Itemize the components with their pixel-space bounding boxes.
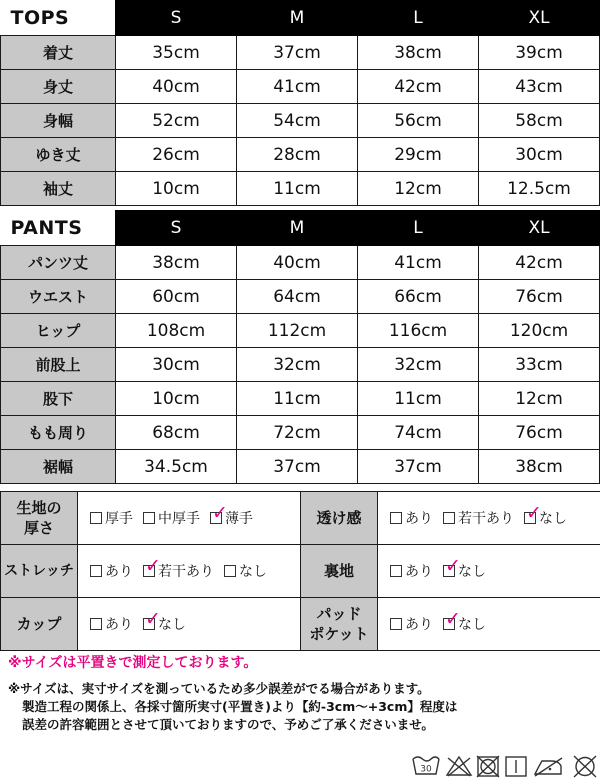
option-label: 中厚手 (158, 511, 200, 527)
option-none (443, 555, 486, 581)
option-label: あり (405, 617, 433, 633)
option-none (224, 561, 267, 581)
cell-value: 68cm (116, 416, 237, 450)
lining-options (378, 545, 600, 598)
no-dry-clean-icon (574, 756, 596, 777)
check-mark-icon: ✓ (212, 502, 228, 524)
pad-pocket-label-line1: パッド (316, 605, 362, 623)
table-row (1, 70, 600, 104)
tops-size-table (0, 0, 600, 206)
cell-value: 38cm (116, 246, 237, 280)
checkbox-icon (90, 618, 102, 630)
pad-pocket-label (301, 598, 378, 651)
cell-value: 12cm (479, 382, 600, 416)
cell-value: 41cm (237, 70, 358, 104)
option-thin (210, 502, 253, 528)
check-mark-icon: ✓ (145, 608, 161, 630)
option-none (143, 608, 186, 634)
row-label: パンツ丈 (1, 246, 116, 280)
cup-label: カップ (1, 598, 78, 651)
table-row (1, 280, 600, 314)
cell-value: 54cm (237, 104, 358, 138)
row-label: 裾幅 (1, 450, 116, 484)
table-row (1, 36, 600, 70)
row-label: 袖丈 (1, 172, 116, 206)
table-row (1, 348, 600, 382)
attribute-row (1, 545, 600, 598)
cell-value: 28cm (237, 138, 358, 172)
cell-value: 52cm (116, 104, 237, 138)
cell-value: 42cm (479, 246, 600, 280)
no-bleach-icon (447, 757, 471, 776)
table-row (1, 382, 600, 416)
cell-value: 116cm (358, 314, 479, 348)
cell-value: 108cm (116, 314, 237, 348)
option-slightly (443, 508, 514, 528)
drip-dry-icon (506, 757, 526, 776)
fabric-attributes-table (0, 491, 600, 651)
row-label: 身幅 (1, 104, 116, 138)
option-yes (90, 614, 133, 634)
row-label: 前股上 (1, 348, 116, 382)
size-header-m: M (237, 211, 358, 246)
option-label: なし (458, 617, 486, 633)
table-row (1, 416, 600, 450)
disclaimer-line-1: ※サイズは、実寸サイズを測っているため多少誤差がでる場合があります。 (8, 681, 430, 696)
option-medium-thick (143, 508, 200, 528)
cell-value: 38cm (479, 450, 600, 484)
pad-pocket-options (378, 598, 600, 651)
checkbox-checked-icon (210, 502, 228, 524)
cell-value: 64cm (237, 280, 358, 314)
row-label: ヒップ (1, 314, 116, 348)
pants-size-table (0, 210, 600, 484)
cell-value: 120cm (479, 314, 600, 348)
size-header-l: L (358, 211, 479, 246)
sheerness-label: 透け感 (301, 492, 378, 545)
option-yes (90, 561, 133, 581)
fabric-thickness-options (78, 492, 301, 545)
cell-value: 38cm (358, 36, 479, 70)
cell-value: 56cm (358, 104, 479, 138)
cell-value: 30cm (479, 138, 600, 172)
disclaimer-line-3: 誤差の許容範囲とさせて頂いておりますので、予めご了承くださいませ。 (22, 717, 434, 732)
measurement-disclaimer (8, 680, 598, 734)
cell-value: 37cm (358, 450, 479, 484)
cell-value: 40cm (237, 246, 358, 280)
cell-value: 58cm (479, 104, 600, 138)
cell-value: 42cm (358, 70, 479, 104)
wash-30-icon (413, 757, 439, 775)
cell-value: 10cm (116, 382, 237, 416)
table-row (1, 138, 600, 172)
cell-value: 37cm (237, 450, 358, 484)
tops-title: TOPS (10, 6, 70, 29)
option-label: 若干あり (158, 564, 214, 580)
option-yes (390, 561, 433, 581)
checkbox-checked-icon (143, 555, 161, 577)
fabric-thickness-label-line2: 厚さ (23, 519, 54, 537)
cell-value: 39cm (479, 36, 600, 70)
cell-value: 72cm (237, 416, 358, 450)
checkbox-checked-icon (143, 608, 161, 630)
checkbox-icon (390, 512, 402, 524)
option-label: あり (405, 564, 433, 580)
check-mark-icon: ✓ (145, 555, 161, 577)
cell-value: 76cm (479, 280, 600, 314)
checkbox-icon (90, 565, 102, 577)
cell-value: 112cm (237, 314, 358, 348)
option-label: なし (158, 617, 186, 633)
row-label: 股下 (1, 382, 116, 416)
wash-temperature-label: 30 (420, 764, 432, 775)
cup-options (78, 598, 301, 651)
stretch-label: ストレッチ (1, 545, 78, 598)
option-label: あり (105, 617, 133, 633)
pants-header-row (1, 211, 600, 246)
option-none (524, 502, 567, 528)
check-mark-icon: ✓ (445, 555, 461, 577)
option-none (443, 608, 486, 634)
option-label: あり (105, 564, 133, 580)
cell-value: 12cm (358, 172, 479, 206)
cell-value: 74cm (358, 416, 479, 450)
stretch-options (78, 545, 301, 598)
attribute-row (1, 598, 600, 651)
cell-value: 12.5cm (479, 172, 600, 206)
option-label: あり (405, 511, 433, 527)
checkbox-icon (443, 512, 455, 524)
no-tumble-dry-icon (477, 756, 499, 777)
cell-value: 76cm (479, 416, 600, 450)
cell-value: 10cm (116, 172, 237, 206)
checkbox-icon (390, 618, 402, 630)
iron-icon (535, 758, 562, 776)
option-yes (390, 508, 433, 528)
cell-value: 40cm (116, 70, 237, 104)
option-label: 薄手 (225, 511, 253, 527)
size-header-s: S (116, 1, 237, 36)
cell-value: 11cm (237, 382, 358, 416)
table-row (1, 314, 600, 348)
cell-value: 37cm (237, 36, 358, 70)
pad-pocket-label-line2: ポケット (309, 625, 369, 643)
disclaimer-line-2: 製造工程の関係上、各採寸箇所実寸(平置き)より【約-3cm〜+3cm】程度は (22, 699, 458, 714)
cell-value: 32cm (237, 348, 358, 382)
cell-value: 43cm (479, 70, 600, 104)
table-row (1, 104, 600, 138)
size-header-s: S (116, 211, 237, 246)
attribute-row (1, 492, 600, 545)
checkbox-checked-icon (443, 555, 461, 577)
option-label: 若干あり (458, 511, 514, 527)
measurement-note-highlight: ※サイズは平置きで測定しております。 (8, 655, 258, 671)
row-label: 着丈 (1, 36, 116, 70)
table-row (1, 246, 600, 280)
cell-value: 32cm (358, 348, 479, 382)
lining-label: 裏地 (301, 545, 378, 598)
fabric-thickness-label-line1: 生地の (16, 499, 62, 517)
sheerness-options (378, 492, 600, 545)
option-thick (90, 508, 133, 528)
cell-value: 33cm (479, 348, 600, 382)
checkbox-checked-icon (524, 502, 542, 524)
table-row (1, 172, 600, 206)
checkbox-icon (143, 512, 155, 524)
checkbox-icon (224, 565, 236, 577)
row-label: ゆき丈 (1, 138, 116, 172)
row-label: もも周り (1, 416, 116, 450)
size-header-l: L (358, 1, 479, 36)
fabric-thickness-label (1, 492, 78, 545)
option-slightly (143, 555, 214, 581)
cell-value: 11cm (237, 172, 358, 206)
option-label: なし (458, 564, 486, 580)
cell-value: 30cm (116, 348, 237, 382)
checkbox-icon (90, 512, 102, 524)
pants-title: PANTS (10, 216, 83, 239)
size-header-xl: XL (479, 211, 600, 246)
checkbox-icon (390, 565, 402, 577)
tops-header-row (1, 1, 600, 36)
cell-value: 35cm (116, 36, 237, 70)
cell-value: 29cm (358, 138, 479, 172)
cell-value: 60cm (116, 280, 237, 314)
check-mark-icon: ✓ (526, 502, 542, 524)
size-header-m: M (237, 1, 358, 36)
table-row (1, 450, 600, 484)
option-label: なし (539, 511, 567, 527)
option-label: 厚手 (105, 511, 133, 527)
size-header-xl: XL (479, 1, 600, 36)
cell-value: 34.5cm (116, 450, 237, 484)
option-label: なし (239, 564, 267, 580)
row-label: ウエスト (1, 280, 116, 314)
check-mark-icon: ✓ (445, 608, 461, 630)
cell-value: 11cm (358, 382, 479, 416)
cell-value: 41cm (358, 246, 479, 280)
row-label: 身丈 (1, 70, 116, 104)
cell-value: 66cm (358, 280, 479, 314)
cell-value: 26cm (116, 138, 237, 172)
care-label-icons (411, 752, 597, 780)
option-yes (390, 614, 433, 634)
checkbox-checked-icon (443, 608, 461, 630)
